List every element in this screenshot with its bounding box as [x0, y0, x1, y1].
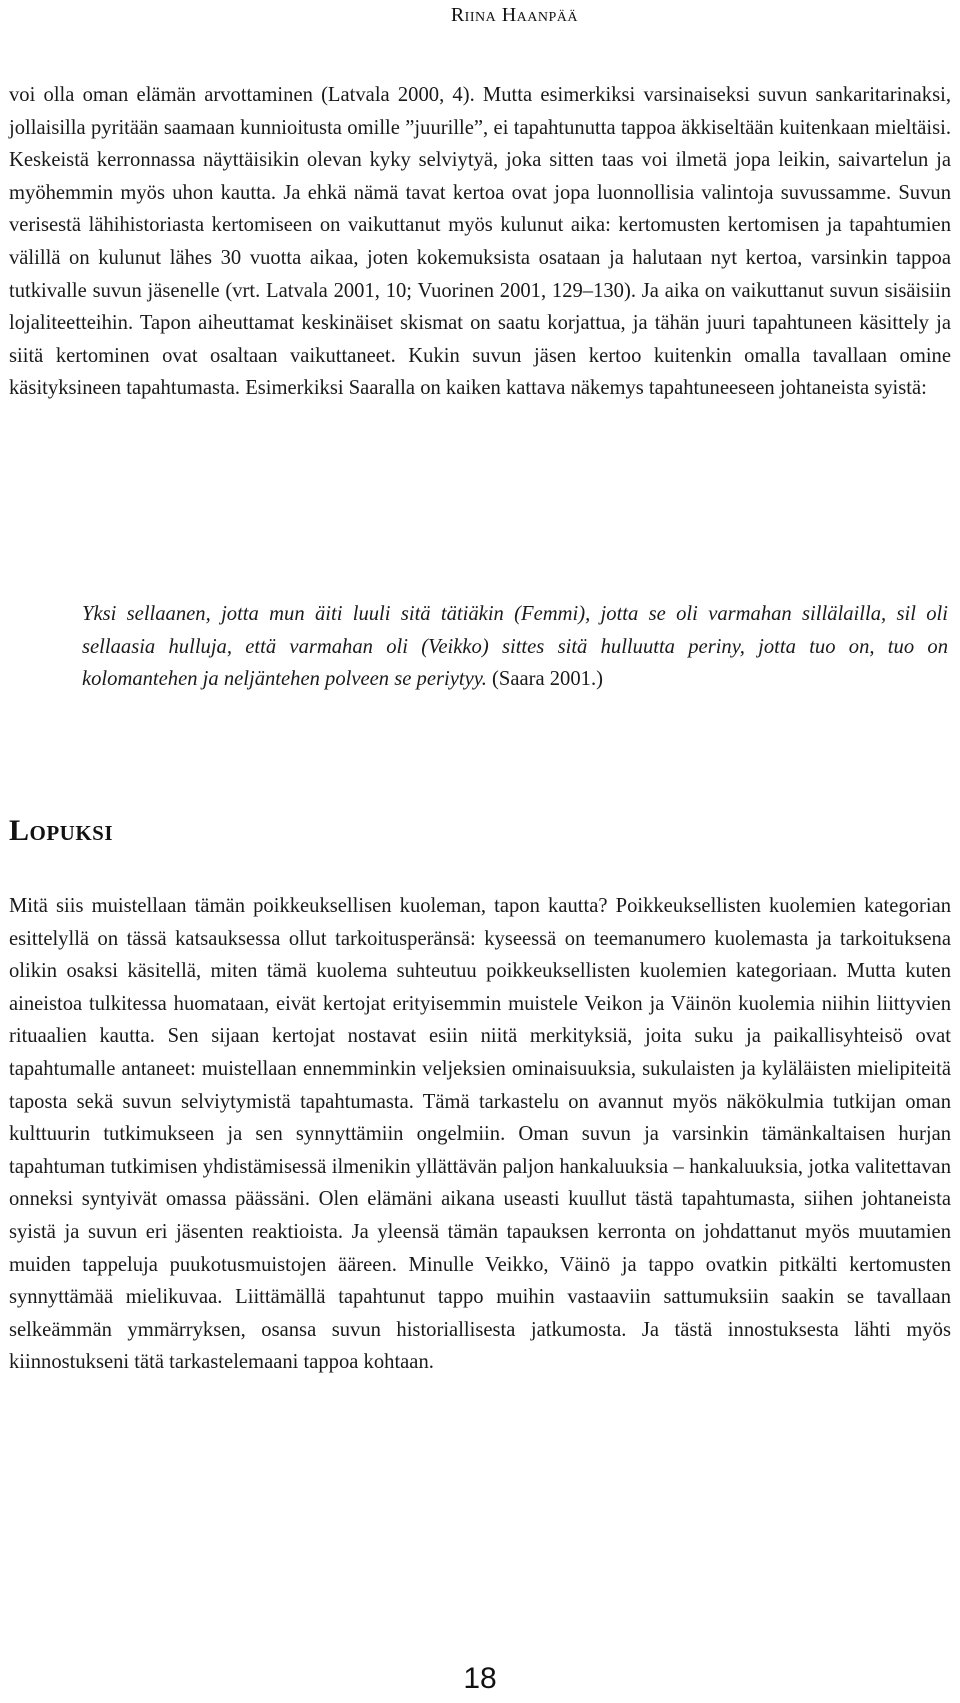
- block-quote-citation: (Saara 2001.): [486, 668, 603, 691]
- block-quote: [82, 598, 948, 696]
- page-number: 18: [463, 1662, 497, 1695]
- block-quote-text: Yksi sellaanen, jotta mun äiti luuli sitä tätiäkin (Femmi), jotta se oli varmahan sillälailla, sil oli sellaasia hulluja, että varmahan oli (Veikko) sittes sitä hulluutta periny, jotta tuo on, tuo on kolomantehen ja neljäntehen polveen se periytyy.: [82, 603, 948, 691]
- body-paragraph-2: Mitä siis muistellaan tämän poikkeuksellisen kuoleman, tapon kautta? Poikkeuksellisten kuolemien kategorian esittelyllä on tässä katsauksessa ollut tarkoitusperänsä: kyseessä on teemanumero kuolemasta ja tarkoituksena olikin osaksi käsitellä, miten tämä kuolema suhteutuu poikkeuksellisten kuolemien kategoriaan. Mutta kuten aineistoa tulkitessa huomataan, eivät kertojat erityisemmin muistele Veikon ja Väinön kuolemia niihin liittyvien rituaalien kautta. Sen sijaan kertojat nostavat esiin niitä merkityksiä, joita suku ja paikallisyhteisö ovat tapahtumalle antaneet: muistellaan ennemminkin veljeksien ominaisuuksia, sukulaisten ja kyläläisten mielipiteitä taposta sekä suvun selviytymistä tapahtumasta. Tämä tarkastelu on avannut myös näkökulmia tutkijan oman kulttuurin tutkimukseen ja sen synnyttämiin ongelmiin. Oman suvun ja varsinkin tämänkaltaisen hurjan tapahtuman tutkimisen yhdistämisessä ilmenikin yllättävän paljon hankaluuksia – hankaluuksia, jotka valitettavan onneksi syntyivät omassa päässäni. Olen elämäni aikana useasti kuullut tästä tapahtumasta, siihen johtaneista syistä ja suvun eri jäsenten reaktioista. Ja yleensä tämän tapauksen kerronta on johdattanut myös muutamien muiden tappeluja puukotusmuistojen ääreen. Minulle Veikko, Väinö ja tappo ovatkin pitkälti kertomusten synnyttämää mielikuvaa. Liittämällä tapahtunut tappo muihin vastaaviin sattumuksiin saakin se tavallaan selkeämmän ymmärryksen, osansa suvun historiallisesta jatkumosta. Ja tästä innostuksesta lähti myös kiinnostukseni tätä tarkastelemaani tappoa kohtaan.: [9, 895, 951, 1374]
- body-paragraph-1: voi olla oman elämän arvottaminen (Latvala 2000, 4). Mutta esimerkiksi varsinaiseksi suvun sankaritarinaksi, jollaisilla pyritään saamaan kunnioitusta omille ”juurille”, ei tapahtunutta tappoa äkkiseltään kuitenkaan mieltäisi. Keskeistä kerronnassa näyttäisikin olevan kyky selviytyä, joka sitten taas voi ilmetä jopa leikin, saivartelun ja myöhemmin myös uhon kautta. Ja ehkä nämä tavat kertoa ovat jopa luonnollisia valintoja suvussamme. Suvun verisestä lähihistoriasta kertomiseen on vaikuttanut myös kulunut aika: kertomusten kertomisen ja tapahtumien välillä on kulunut lähes 30 vuotta aikaa, joten kokemuksista osataan ja halutaan nyt kertoa, varsinkin tappoa tutkivalle suvun jäsenelle (vrt. Latvala 2001, 10; Vuorinen 2001, 129–130). Ja aika on vaikuttanut suvun sisäisiin lojaliteetteihin. Tapon aiheuttamat keskinäiset skismat on saatu korjattua, ja tähän juuri tapahtuneen käsittely ja siitä kertominen ovat osaltaan vaikuttaneet. Kukin suvun jäsen kertoo kuitenkin omalla tavallaan omine käsityksineen tapahtumasta. Esimerkiksi Saaralla on kaiken kattava näkemys tapahtuneeseen johtaneista syistä:: [9, 84, 951, 400]
- running-head: Riina Haanpää: [450, 4, 578, 26]
- section-heading: Lopuksi: [9, 814, 114, 847]
